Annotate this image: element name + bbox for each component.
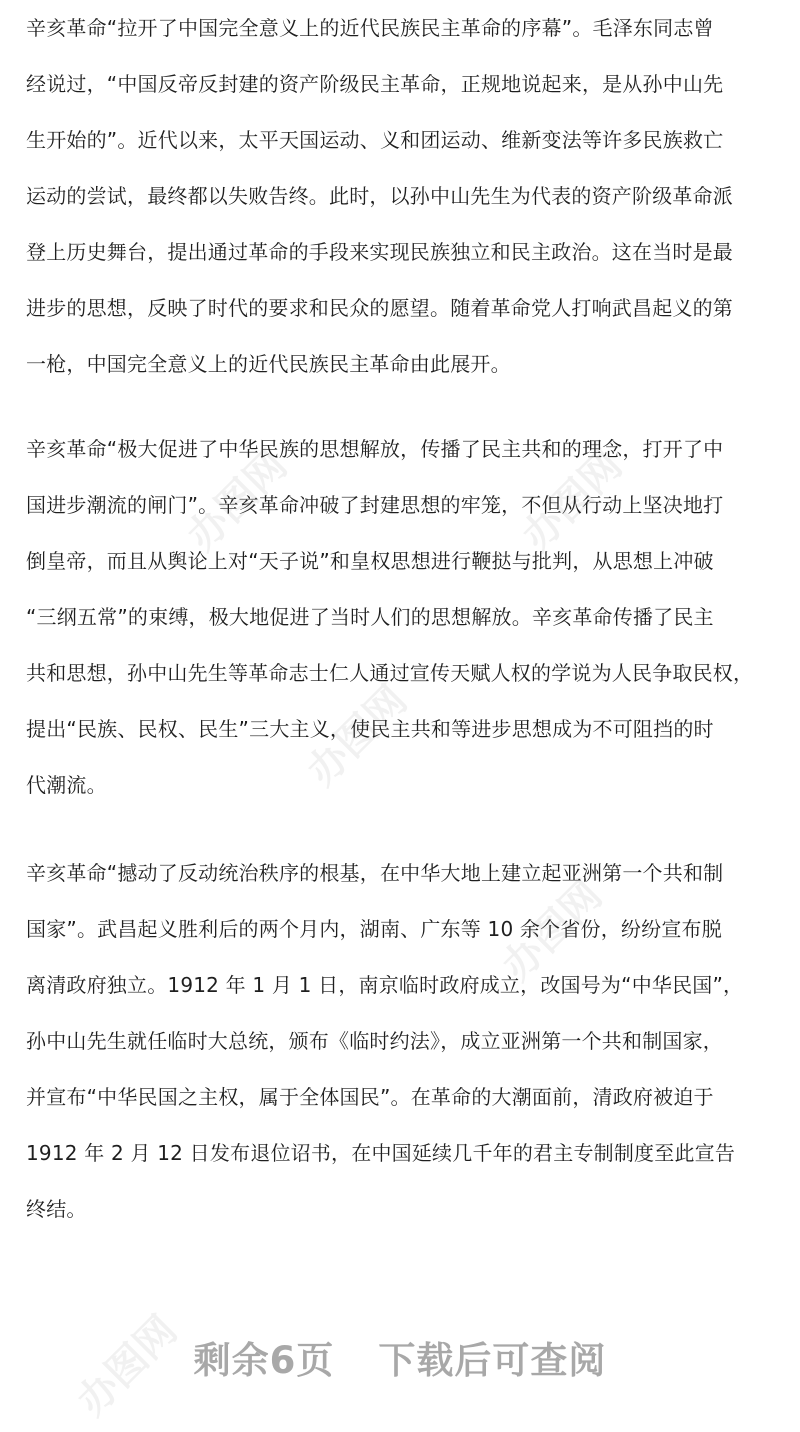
paragraph-line: 并宣布“中华民国之主权，属于全体国民”。在革命的大潮面前，清政府被迫于 [26,1085,714,1109]
download-prompt[interactable] [0,1330,800,1380]
paragraph-line: 辛亥革命“撼动了反动统治秩序的根基，在中华大地上建立起亚洲第一个共和制 [26,861,724,885]
paragraph-line: 国家”。武昌起义胜利后的两个月内，湖南、广东等 10 余个省份，纷纷宣布脱 [26,917,722,941]
paragraph-line: 辛亥革命“拉开了中国完全意义上的近代民族民主革命的序幕”。毛泽东同志曾 [26,16,714,40]
watermark: 办图网 [298,677,417,795]
paragraph-line: 代潮流。 [26,773,107,797]
watermark: 办图网 [178,442,297,560]
paragraph-line: 共和思想，孙中山先生等革命志士仁人通过宣传天赋人权的学说为人民争取民权， [26,661,754,685]
watermark: 办图网 [493,872,612,990]
paragraph-line: 经说过，“中国反帝反封建的资产阶级民主革命，正规地说起来，是从孙中山先 [26,72,724,96]
paragraph-3 [26,845,778,1237]
remaining-pages-text: 剩余6页 [193,1339,335,1382]
paragraph-line: 国进步潮流的闸门”。辛亥革命冲破了封建思想的牢笼，不但从行动上坚决地打 [26,493,724,517]
paragraph-line: 生开始的”。近代以来，太平天国运动、义和团运动、维新变法等许多民族救亡 [26,128,724,152]
paragraph-line: 登上历史舞台，提出通过革命的手段来实现民族独立和民主政治。这在当时是最 [26,240,733,264]
paragraph-line: 1912 年 2 月 12 日发布退位诏书，在中国延续几千年的君主专制制度至此宣告 [26,1141,736,1165]
paragraph-line: 终结。 [26,1197,87,1221]
paragraph-line: 倒皇帝，而且从舆论上对“天子说”和皇权思想进行鞭挞与批判，从思想上冲破 [26,549,714,573]
paragraph-1 [26,0,778,392]
paragraph-2 [26,421,778,813]
watermark: 办图网 [513,442,632,560]
paragraph-line: “三纲五常”的束缚，极大地促进了当时人们的思想解放。辛亥革命传播了民主 [26,605,714,629]
paragraph-line: 辛亥革命“极大促进了中华民族的思想解放，传播了民主共和的理念，打开了中 [26,437,724,461]
download-to-view-text: 下载后可查阅 [378,1339,607,1382]
paragraph-line: 运动的尝试，最终都以失败告终。此时，以孙中山先生为代表的资产阶级革命派 [26,184,733,208]
paragraph-line: 离清政府独立。1912 年 1 月 1 日，南京临时政府成立，改国号为“中华民国”， [26,973,744,997]
paragraph-line: 孙中山先生就任临时大总统，颁布《临时约法》，成立亚洲第一个共和制国家， [26,1029,723,1053]
paragraph-line: 进步的思想，反映了时代的要求和民众的愿望。随着革命党人打响武昌起义的第 [26,296,733,320]
paragraph-line: 一枪，中国完全意义上的近代民族民主革命由此展开。 [26,352,511,376]
paragraph-line: 提出“民族、民权、民生”三大主义，使民主共和等进步思想成为不可阻挡的时 [26,717,714,741]
watermark: 办图网 [68,1307,187,1425]
